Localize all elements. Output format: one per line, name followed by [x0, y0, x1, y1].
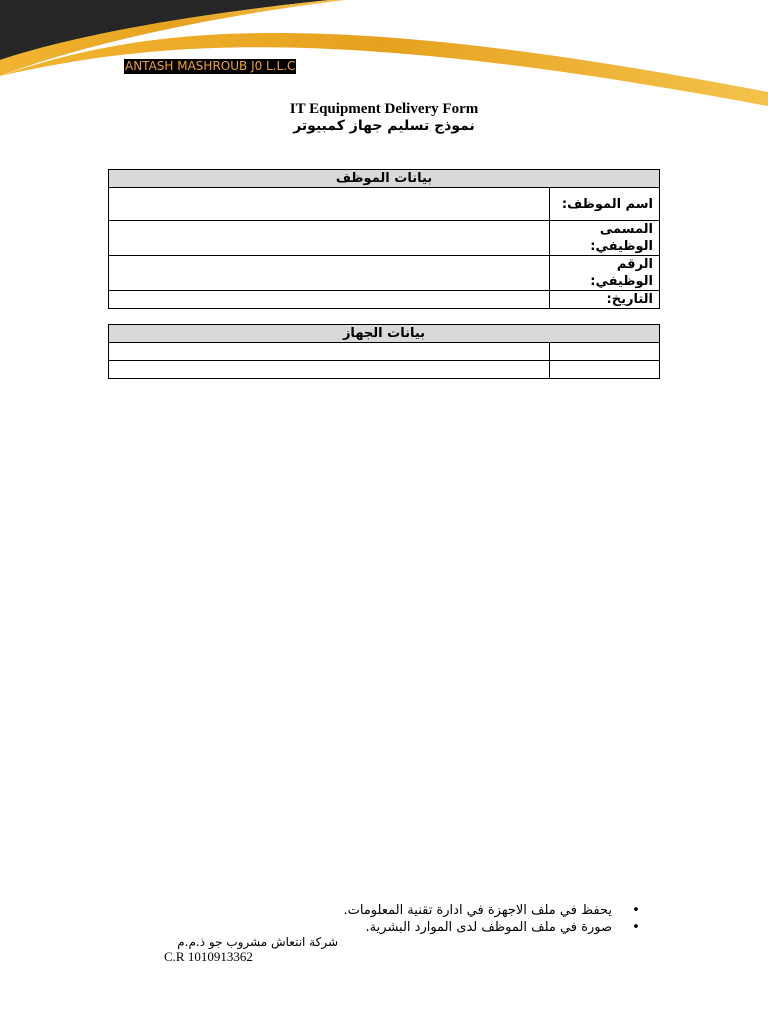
date-label: التاريخ: [550, 291, 660, 309]
company-name-tag: ANTASH MASHROUB J0 L.L.C [125, 59, 296, 73]
notes-list [0, 902, 642, 936]
employee-number-field[interactable] [109, 256, 550, 291]
employee-table-heading: بيانات الموظف [109, 170, 660, 188]
list-item [0, 902, 642, 919]
header-swoosh-graphic [0, 0, 768, 110]
device-label-cell [550, 343, 660, 361]
device-value-field[interactable] [109, 361, 550, 379]
device-value-field[interactable] [109, 343, 550, 361]
device-table-heading: بيانات الجهاز [109, 325, 660, 343]
table-row [109, 291, 660, 309]
employee-info-table [108, 169, 660, 309]
bullet-icon: • [632, 903, 640, 918]
note-text: يحفظ في ملف الاجهزة في ادارة تقنية المعلومات. [343, 903, 612, 918]
footer-company-name: شركة انتعاش مشروب جو ذ.م.م [177, 935, 338, 949]
job-title-label: المسمى الوظيفي: [550, 221, 660, 256]
employee-name-field[interactable] [109, 188, 550, 221]
employee-number-label: الرقم الوظيفي: [550, 256, 660, 291]
date-field[interactable] [109, 291, 550, 309]
employee-name-label: اسم الموظف: [550, 188, 660, 221]
table-row [109, 343, 660, 361]
note-text: صورة في ملف الموظف لدى الموارد البشرية. [365, 920, 612, 935]
table-row [109, 221, 660, 256]
list-item [0, 919, 642, 936]
footer-cr-number: C.R 1010913362 [164, 949, 253, 964]
device-info-table [108, 324, 660, 379]
job-title-field[interactable] [109, 221, 550, 256]
table-row [109, 256, 660, 291]
form-title-arabic: نموذج تسليم جهاز كمبيوتر [293, 118, 475, 134]
form-title-english: IT Equipment Delivery Form [289, 101, 479, 117]
table-row [109, 188, 660, 221]
table-row [109, 361, 660, 379]
device-label-cell [550, 361, 660, 379]
bullet-icon: • [632, 920, 640, 935]
